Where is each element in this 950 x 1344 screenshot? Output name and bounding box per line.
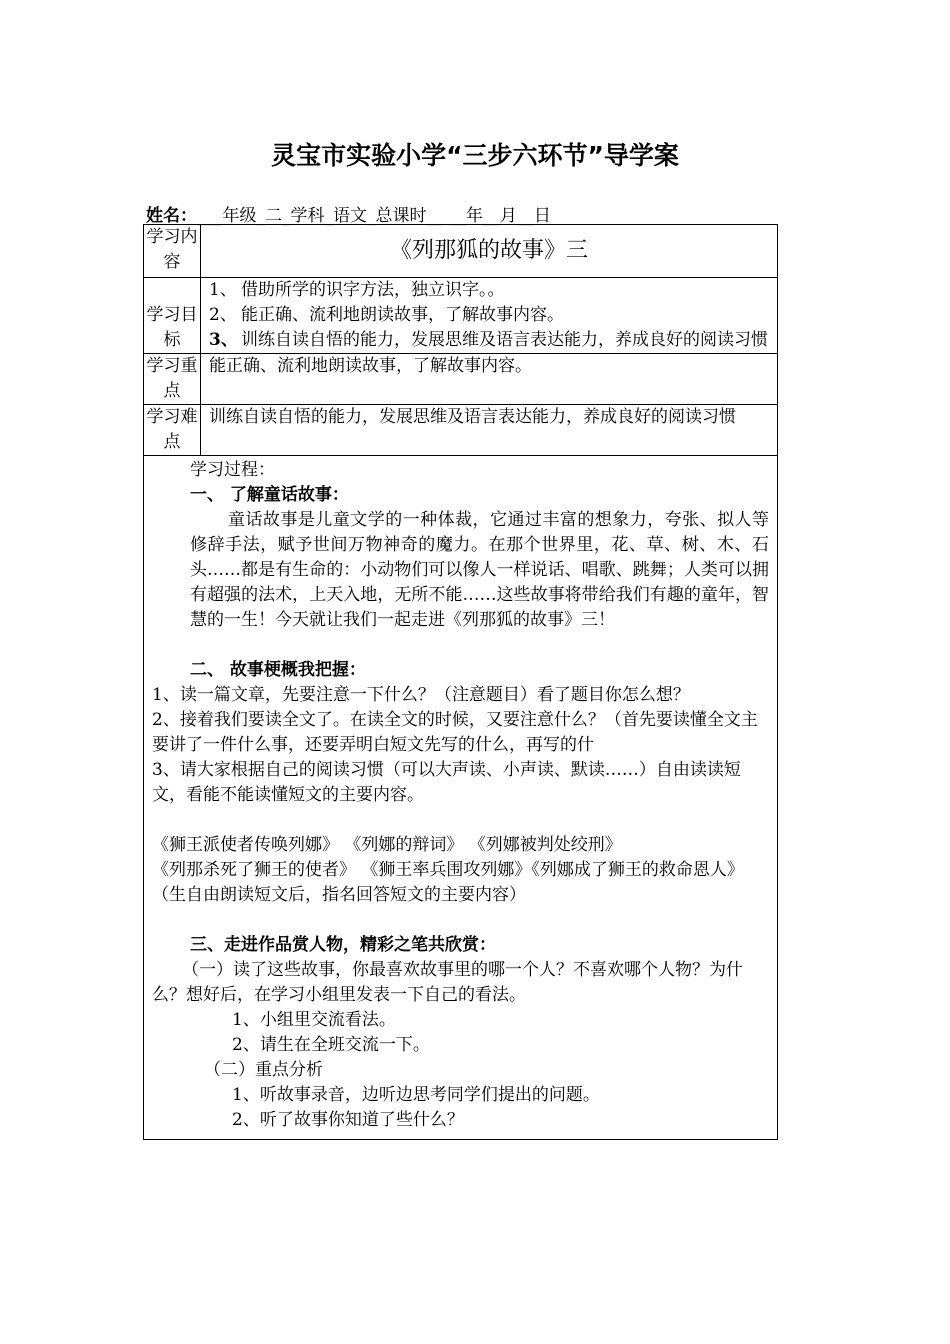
- goal-number: 1、: [209, 280, 237, 300]
- grade-value: _二_: [256, 206, 291, 226]
- goal-item: [209, 328, 769, 353]
- process-cell: [144, 456, 778, 1140]
- lesson-plan-table: [143, 224, 778, 1140]
- goals-cell: [201, 278, 778, 354]
- content-row: [144, 225, 778, 278]
- difficulty-label: 学习难点: [144, 405, 201, 456]
- subject-value: _语文_: [324, 206, 376, 226]
- year-label: 年: [465, 206, 483, 226]
- section-3-part-1: （一）读了这些故事，你最喜欢故事里的哪一个人？不喜欢哪个人物？为什么？想好后，在学习小组里发表一下自己的看法。: [152, 960, 743, 1005]
- month-label: 月: [499, 206, 517, 226]
- section-2-question-1: 1、读一篇文章，先要注意一下什么？（注意题目）看了题目你怎么想？: [152, 685, 690, 705]
- goals-list: [209, 278, 769, 353]
- section-3-title: 三、走进作品赏人物，精彩之笔共欣赏：: [190, 935, 496, 955]
- story-titles-line-1: 《狮王派使者传唤列娜》 《列娜的辩词》 《列娜被判处绞刑》: [152, 835, 622, 855]
- subject-label: 学科: [290, 206, 325, 226]
- process-heading: 学习过程：: [190, 460, 275, 480]
- goal-text: 训练自读自悟的能力，发展思维及语言表达能力，养成良好的阅读习惯: [241, 330, 768, 350]
- student-info-line: [146, 201, 551, 226]
- section-2-note: （生自由朗读短文后，指名回答短文的主要内容）: [152, 885, 526, 905]
- section-3-item-2: 2、请生在全班交流一下。: [232, 1035, 430, 1055]
- section-1-paragraph: [152, 508, 769, 633]
- section-1-paragraph-text: 童话故事是儿童文学的一种体裁，它通过丰富的想象力，夸张、拟人等修辞手法，赋予世间万物神奇的魔力。在那个世界里，花、草、树、木、石头……都是有生命的：小动物们可以像人一样说话、唱歌、跳舞；人类可以拥有超强的法术，上天入地，无所不能……这些故事将带给我们有趣的童年，智慧的一生！今天就让我们一起走进《列那狐的故事》三！: [190, 510, 769, 630]
- total-hours-label: 总课时: [375, 206, 427, 226]
- section-3-part-2: （二）重点分析: [204, 1060, 323, 1080]
- section-2-title: 二、 故事梗概我把握：: [190, 660, 366, 680]
- section-3-item-3: 1、听故事录音，边听边思考同学们提出的问题。: [232, 1085, 600, 1105]
- total-hours-blank: __ __: [426, 206, 466, 226]
- day-label: 日: [533, 206, 551, 226]
- focus-row: [144, 354, 778, 405]
- process-row: [144, 456, 778, 1140]
- name-label: 姓名：: [146, 206, 197, 226]
- section-1-title: 一、 了解童话故事：: [190, 485, 349, 505]
- section-2-question-2: 2、接着我们要读全文了。在读全文的时候，又要注意什么？（首先要读懂全文主要讲了一件什么事，还要弄明白短文先写的什么，再写的什: [152, 710, 758, 755]
- month-blank: __: [482, 206, 500, 226]
- day-blank: __: [516, 206, 534, 226]
- goals-row: [144, 278, 778, 354]
- lesson-title: 《列那狐的故事》三: [201, 225, 778, 278]
- goal-number: 2、: [209, 305, 237, 325]
- section-3-item-4: 2、听了故事你知道了些什么？: [232, 1110, 464, 1130]
- section-3-item-1: 1、小组里交流看法。: [232, 1010, 396, 1030]
- difficulty-text: 训练自读自悟的能力，发展思维及语言表达能力，养成良好的阅读习惯: [201, 405, 778, 456]
- goal-item: [209, 303, 769, 328]
- goals-label: 学习目标: [144, 278, 201, 354]
- content-label: 学习内容: [144, 225, 201, 278]
- story-titles-line-2: 《列那杀死了狮王的使者》 《狮王率兵围攻列娜》《列娜成了狮王的救命恩人》: [152, 860, 744, 880]
- focus-text: 能正确、流利地朗读故事，了解故事内容。: [201, 354, 778, 405]
- focus-label: 学习重点: [144, 354, 201, 405]
- grade-label: 年级: [222, 206, 257, 226]
- goal-item: [209, 278, 769, 303]
- goal-text: 借助所学的识字方法，独立识字。。: [241, 280, 505, 300]
- grade-blank: ___: [197, 206, 223, 226]
- difficulty-row: [144, 405, 778, 456]
- page-title: 灵宝市实验小学“三步六环节”导学案: [271, 141, 679, 170]
- goal-text: 能正确、流利地朗读故事，了解故事内容。: [241, 305, 564, 325]
- section-2-question-3: 3、请大家根据自己的阅读习惯（可以大声读、小声读、默读……）自由读读短文，看能不能读懂短文的主要内容。: [152, 760, 741, 805]
- goal-number: 3、: [209, 330, 238, 350]
